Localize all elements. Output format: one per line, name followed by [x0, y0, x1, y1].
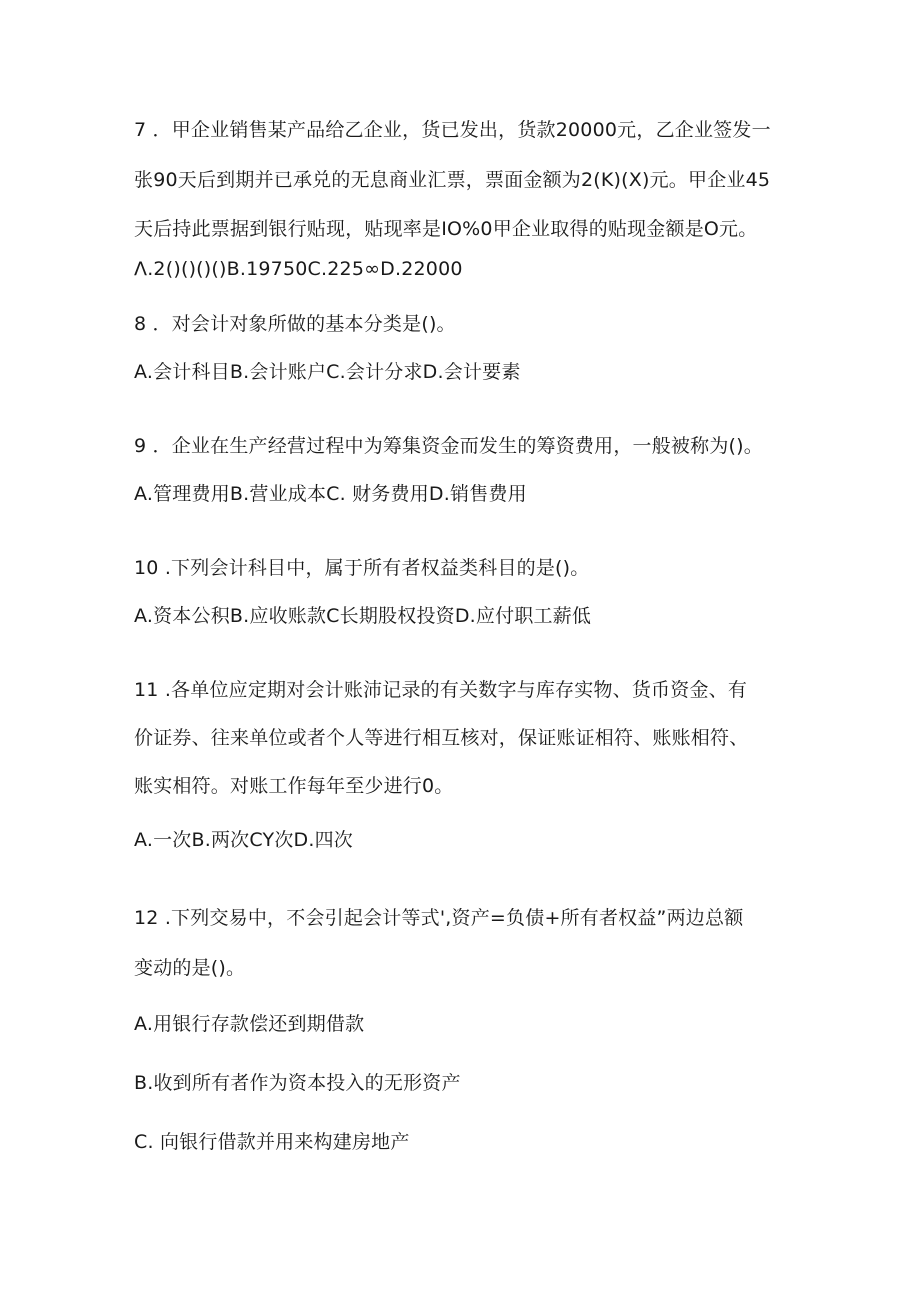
question-11-line-3: 账实相符。对账工作每年至少进行0。: [134, 775, 454, 797]
question-9-stem: 9 ．企业在生产经营过程中为筹集资金而发生的筹资费用，一般被称为()。: [134, 435, 763, 457]
question-12-option-a: A.用银行存款偿还到期借款: [134, 1013, 365, 1035]
question-11-line-1: 11 .各单位应定期对会计账沛记录的有关数字与库存实物、货币资金、有: [134, 679, 748, 701]
question-8-options: A.会计科目B.会计账户C.会计分求D.会计要素: [134, 361, 521, 383]
question-11-options: A.一次B.两次CY次D.四次: [134, 829, 353, 851]
question-7-line-3: 天后持此票据到银行贴现，贴现率是IO%0甲企业取得的贴现金额是O元。: [134, 218, 758, 240]
question-8-stem: 8 ．对会计对象所做的基本分类是()。: [134, 313, 456, 335]
question-12-line-1: 12 .下列交易中，不会引起会计等式',资产=负债+所有者权益”两边总额: [134, 907, 744, 929]
question-7-line-2: 张90天后到期并已承兑的无息商业汇票，票面金额为2(K)(X)元。甲企业45: [134, 169, 771, 191]
question-7-line-1: 7 ．甲企业销售某产品给乙企业，货已发出，货款20000元，乙企业签发一: [134, 119, 771, 141]
question-11-line-2: 价证券、往来单位或者个人等进行相互核对，保证账证相符、账账相符、: [134, 727, 749, 749]
question-10-options: A.资本公积B.应收账款C长期股权投资D.应付职工薪低: [134, 605, 592, 627]
question-10-stem: 10 .下列会计科目中，属于所有者权益类科目的是()。: [134, 557, 590, 579]
question-7-options: Λ.2()()()()B.19750C.225∞D.22000: [134, 258, 463, 280]
question-12-option-c: C. 向银行借款并用来构建房地产: [134, 1131, 410, 1153]
question-12-line-2: 变动的是()。: [134, 957, 246, 979]
question-9-options: A.管理费用B.营业成本C. 财务费用D.销售费用: [134, 483, 527, 505]
question-12-option-b: B.收到所有者作为资本投入的无形资产: [134, 1072, 461, 1094]
